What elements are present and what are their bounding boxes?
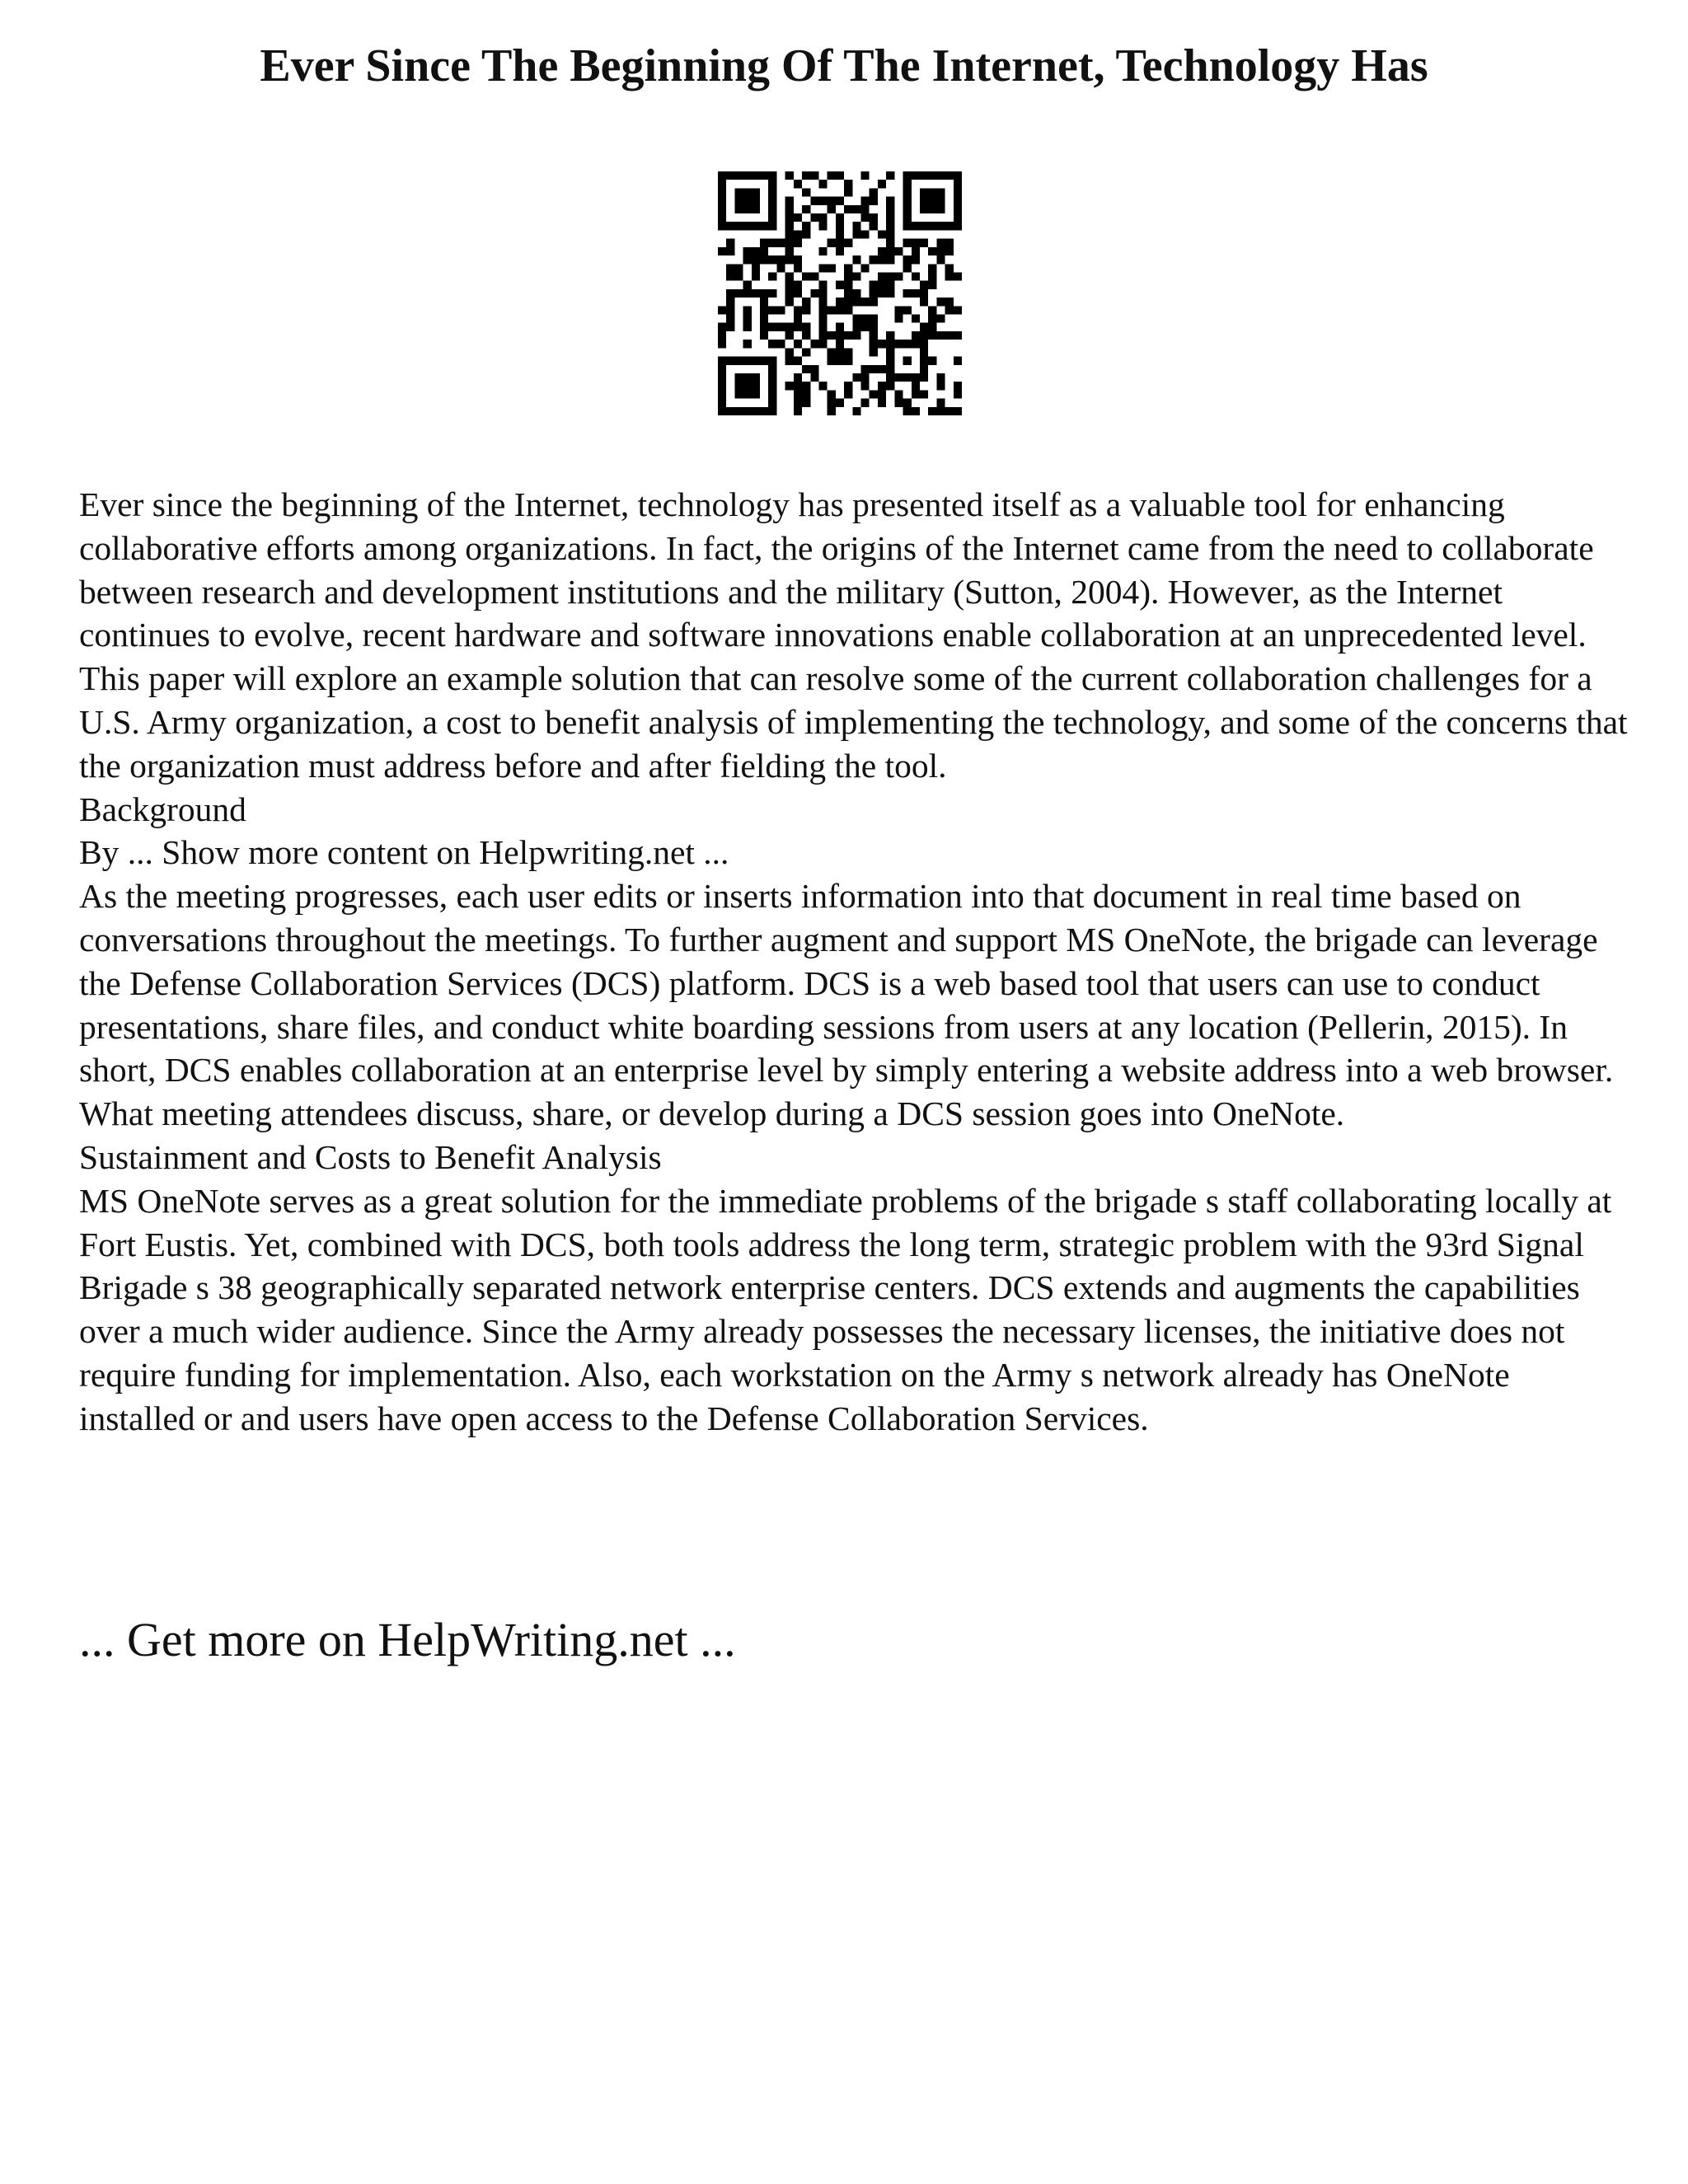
paragraph-onenote: MS OneNote serves as a great solution for the immediate problems of the brigade s staff collaborating locally at Fort Eustis. Yet, combined with DCS, both tools address the long term, strategic problem with the 93rd Signal Brigade s 38 geographically separated network enterprise centers. DCS extends and augments the capabilities over a much wider audience. Since the Army already possesses the necessary licenses, the initiative does not require funding for implementation. Also, each workstation on the Army s network already has OneNote installed or and users have open access to the Defense Collaboration Services.: [79, 1181, 1612, 1437]
heading-sustainment: Sustainment and Costs to Benefit Analysis: [79, 1137, 662, 1176]
document-body: [79, 483, 1629, 1441]
heading-background: Background: [79, 790, 246, 828]
get-more-link[interactable]: ... Get more on HelpWriting.net ...: [79, 1613, 736, 1666]
paragraph-meeting: As the meeting progresses, each user edits or inserts information into that document in real time based on conversations throughout the meetings. To further augment and support MS OneNote, the brigade can leverage the Defense Collaboration Services (DCS) platform. DCS is a web based tool that users can use to conduct presentations, share files, and conduct white boarding sessions from users at any location (Pellerin, 2015). In short, DCS enables collaboration at an enterprise level by simply entering a website address into a web browser. What meeting attendees discuss, share, or develop during a DCS session goes into OneNote.: [79, 877, 1614, 1133]
show-more-note: By ... Show more content on Helpwriting.net ...: [79, 833, 729, 872]
document-title: Ever Since The Beginning Of The Internet, Technology Has: [260, 40, 1428, 91]
qr-code-icon: [718, 171, 962, 415]
paragraph-intro: Ever since the beginning of the Internet, technology has presented itself as a valuable tool for enhancing collaborative efforts among organizations. In fact, the origins of the Internet came from the need to collaborate between research and development institutions and the military (Sutton, 2004). However, as the Internet continues to evolve, recent hardware and software innovations enable collaboration at an unprecedented level. This paper will explore an example solution that can resolve some of the current collaboration challenges for a U.S. Army organization, a cost to benefit analysis of implementing the technology, and some of the concerns that the organization must address before and after fielding the tool.: [79, 485, 1628, 785]
